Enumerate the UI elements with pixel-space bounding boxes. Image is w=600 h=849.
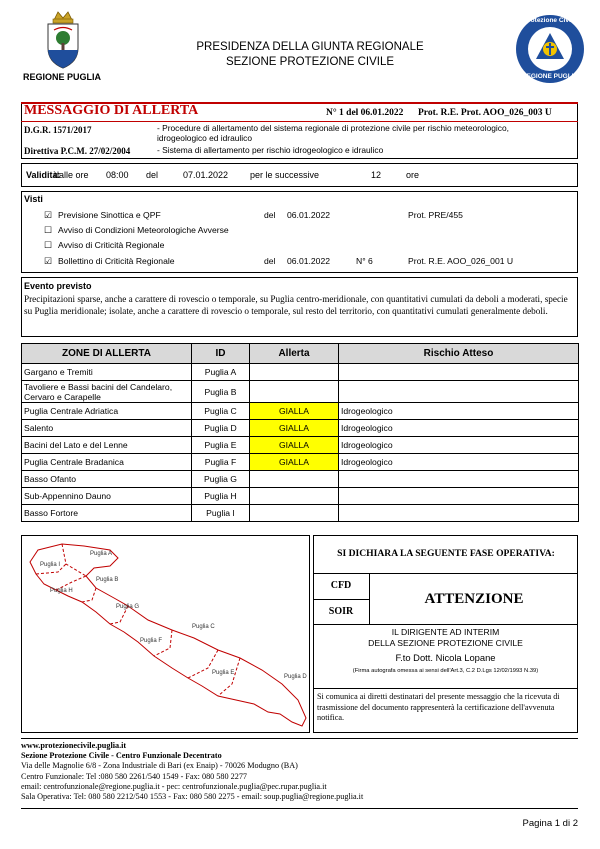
- directive-label: Direttiva P.C.M. 27/02/2004: [24, 146, 131, 156]
- phase-cfd: CFD: [330, 580, 352, 591]
- visti-item: [44, 210, 564, 224]
- zone-risk: Idrogeologico: [339, 437, 579, 454]
- map-label: Puglia B: [96, 577, 119, 583]
- zone-alert: [250, 505, 339, 522]
- zone-name: Basso Ofanto: [22, 471, 192, 488]
- page-number: Pagina 1 di 2: [522, 818, 578, 829]
- zones-header-row: [22, 344, 579, 364]
- zone-name: Puglia Centrale Bradanica: [22, 454, 192, 471]
- visti-item-num: N° 6: [356, 256, 373, 266]
- footer-cf-phone: Centro Funzionale: Tel :080 580 2261/540 1549 - Fax: 080 580 2277: [21, 771, 248, 781]
- signature-block: [313, 627, 578, 676]
- message-prot: Prot. R.E. Prot. AOO_026_003 U: [418, 108, 552, 118]
- zone-id: Puglia I: [192, 505, 250, 522]
- zone-id: Puglia G: [192, 471, 250, 488]
- message-number: N° 1 del 06.01.2022: [326, 108, 404, 118]
- directive-text: - Sistema di allertamento per rischio idrogeologico e idraulico: [157, 145, 384, 155]
- zone-risk: Idrogeologico: [339, 454, 579, 471]
- dgr-label: D.G.R. 1571/2017: [24, 125, 92, 135]
- visti-item-del: del: [264, 256, 276, 266]
- evento-text: Precipitazioni sparse, anche a carattere di rovescio o temporale, su Puglia centro-meridionale, con quantitativi cumulati da deboli a moderati, specie su Puglia meridionale; isolate, anche a carattere di rovescio o temporale, sul resto del territorio, con quantitativi cumulati generalmente deboli.: [24, 294, 568, 316]
- zone-name: Basso Fortore: [22, 505, 192, 522]
- zone-risk: [339, 364, 579, 381]
- logo-text-top: Protezione Civile: [523, 17, 577, 24]
- signature-divider: [313, 688, 578, 689]
- zone-alert: [250, 381, 339, 403]
- header-title: [150, 40, 470, 70]
- zone-alert: GIALLA: [250, 403, 339, 420]
- footer-bottom-rule: [21, 808, 578, 809]
- footer-address: Via delle Magnolie 6/8 - Zona Industriale di Bari (ex Enaip) - 70026 Modugno (BA): [21, 761, 298, 771]
- footer-website[interactable]: www.protezionecivile.puglia.it: [21, 741, 127, 750]
- visti-item-label: Previsione Sinottica e QPF: [58, 210, 161, 220]
- zone-name: Tavoliere e Bassi bacini del Candelaro, Cervaro e Carapelle: [22, 381, 192, 403]
- visti-item-label: Bollettino di Criticità Regionale: [58, 256, 175, 266]
- zone-risk: Idrogeologico: [339, 420, 579, 437]
- visti-checkbox[interactable]: ☑: [44, 210, 53, 220]
- zone-id: Puglia E: [192, 437, 250, 454]
- validity-hours: 12: [371, 170, 382, 180]
- validity-ore-label: ore: [406, 170, 420, 180]
- validity-hour: 08:00: [106, 170, 129, 180]
- table-row: [22, 403, 579, 420]
- zone-alert: [250, 471, 339, 488]
- header-title-line2: SEZIONE PROTEZIONE CIVILE: [225, 56, 395, 68]
- footer-sala: Sala Operativa: Tel: 080 580 2212/540 1553 - Fax: 080 580 2275 - email: soup.puglia@regione.puglia.it: [21, 792, 364, 802]
- phase-divider-h: [313, 599, 370, 600]
- zone-name: Sub-Appennino Dauno: [22, 488, 192, 505]
- zone-alert: GIALLA: [250, 437, 339, 454]
- dgr-text-line2: idrogeologico ed idraulico: [157, 133, 252, 143]
- header-title-line1: PRESIDENZA DELLA GIUNTA REGIONALE: [196, 41, 424, 53]
- zone-alert: [250, 488, 339, 505]
- visti-item-date: 06.01.2022: [287, 256, 331, 266]
- zone-risk: [339, 381, 579, 403]
- table-row: [22, 420, 579, 437]
- zone-id: Puglia B: [192, 381, 250, 403]
- visti-label: Visti: [24, 194, 43, 204]
- signature-line2: DELLA SEZIONE PROTEZIONE CIVILE: [368, 638, 523, 648]
- footer-org: Sezione Protezione Civile - Centro Funzionale Decentrato: [21, 751, 222, 761]
- zone-name: Salento: [22, 420, 192, 437]
- zones-header-id: ID: [192, 344, 250, 364]
- zones-table: [21, 343, 579, 522]
- zones-header-zone: ZONE DI ALLERTA: [22, 344, 192, 364]
- notice-text: Si comunica ai diretti destinatari del presente messaggio che la ricevuta di trasmissione del documento rappresenterà la certificazione dell'avvenuta notifica.: [317, 692, 560, 722]
- visti-item-prot: Prot. R.E. AOO_026_001 U: [408, 256, 514, 266]
- region-coat-of-arms: [40, 10, 86, 70]
- validity-del-label: del: [146, 170, 159, 180]
- zone-id: Puglia D: [192, 420, 250, 437]
- validity-date: 07.01.2022: [183, 170, 229, 180]
- table-row: [22, 364, 579, 381]
- zone-name: Puglia Centrale Adriatica: [22, 403, 192, 420]
- visti-item-date: 06.01.2022: [287, 210, 331, 220]
- region-name: REGIONE PUGLIA: [22, 72, 101, 82]
- zone-id: Puglia H: [192, 488, 250, 505]
- phase-soir: SOIR: [328, 606, 354, 617]
- visti-item-label: Avviso di Condizioni Meteorologiche Avverse: [58, 225, 229, 235]
- signature-note: (Firma autografa omessa ai sensi dell'Art.3, C.2 D.Lgs 12/02/1993 N.39): [352, 668, 539, 674]
- phase-heading: SI DICHIARA LA SEGUENTE FASE OPERATIVA:: [337, 548, 555, 559]
- table-row: [22, 488, 579, 505]
- validity-next-label: per le successive: [250, 170, 320, 180]
- map-label: Puglia H: [50, 588, 73, 594]
- zone-alert: GIALLA: [250, 454, 339, 471]
- message-title: MESSAGGIO DI ALLERTA: [24, 103, 199, 118]
- zone-risk: Idrogeologico: [339, 403, 579, 420]
- signature-line1: IL DIRIGENTE AD INTERIM: [391, 627, 500, 637]
- footer: [21, 741, 578, 802]
- zone-name: Bacini del Lato e del Lenne: [22, 437, 192, 454]
- validity-label: Validità:: [26, 170, 61, 180]
- map-label: Puglia I: [40, 562, 61, 568]
- zone-risk: [339, 488, 579, 505]
- zone-id: Puglia C: [192, 403, 250, 420]
- visti-checkbox[interactable]: ☐: [44, 225, 53, 235]
- map-label: Puglia F: [140, 638, 163, 644]
- zones-header-risk: Rischio Atteso: [339, 344, 579, 364]
- map-label: Puglia E: [212, 670, 235, 676]
- zones-header-alert: Allerta: [250, 344, 339, 364]
- footer-email: email: centrofunzionale@regione.puglia.it - pec: centrofunzionale.puglia@pec.rupar.puglia.it: [21, 781, 327, 791]
- table-row: [22, 471, 579, 488]
- zone-alert: [250, 364, 339, 381]
- zone-risk: [339, 505, 579, 522]
- zone-alert: GIALLA: [250, 420, 339, 437]
- table-row: [22, 381, 579, 403]
- visti-item-del: del: [264, 210, 276, 220]
- logo-text-bottom: REGIONE PUGLIA: [521, 73, 579, 80]
- table-row: [22, 505, 579, 522]
- table-row: [22, 454, 579, 471]
- map-label: Puglia G: [116, 604, 140, 610]
- signature-name: F.to Dott. Nicola Lopane: [395, 652, 496, 663]
- visti-item: [44, 225, 564, 239]
- visti-item: [44, 240, 564, 254]
- zone-name: Gargano e Tremiti: [22, 364, 192, 381]
- zone-id: Puglia F: [192, 454, 250, 471]
- footer-rule: [21, 738, 578, 739]
- civil-protection-logo: [514, 13, 586, 85]
- message-title-rule: [21, 121, 578, 122]
- dgr-text-line1: - Procedure di allertamento del sistema regionale di protezione civile per rischio meteorologico,: [157, 123, 509, 133]
- table-row: [22, 437, 579, 454]
- evento-label: Evento previsto: [24, 281, 92, 291]
- phase-value: ATTENZIONE: [424, 591, 524, 607]
- visti-item-prot: Prot. PRE/455: [408, 210, 463, 220]
- map-label: Puglia D: [284, 674, 307, 680]
- validity-from-label: dalle ore: [54, 170, 89, 180]
- map-label: Puglia A: [90, 551, 113, 557]
- visti-checkbox[interactable]: ☐: [44, 240, 53, 250]
- visti-item: [44, 256, 564, 270]
- puglia-map: [22, 536, 309, 732]
- zone-id: Puglia A: [192, 364, 250, 381]
- zone-risk: [339, 471, 579, 488]
- visti-item-label: Avviso di Criticità Regionale: [58, 240, 165, 250]
- map-label: Puglia C: [192, 624, 215, 630]
- visti-checkbox[interactable]: ☑: [44, 256, 53, 266]
